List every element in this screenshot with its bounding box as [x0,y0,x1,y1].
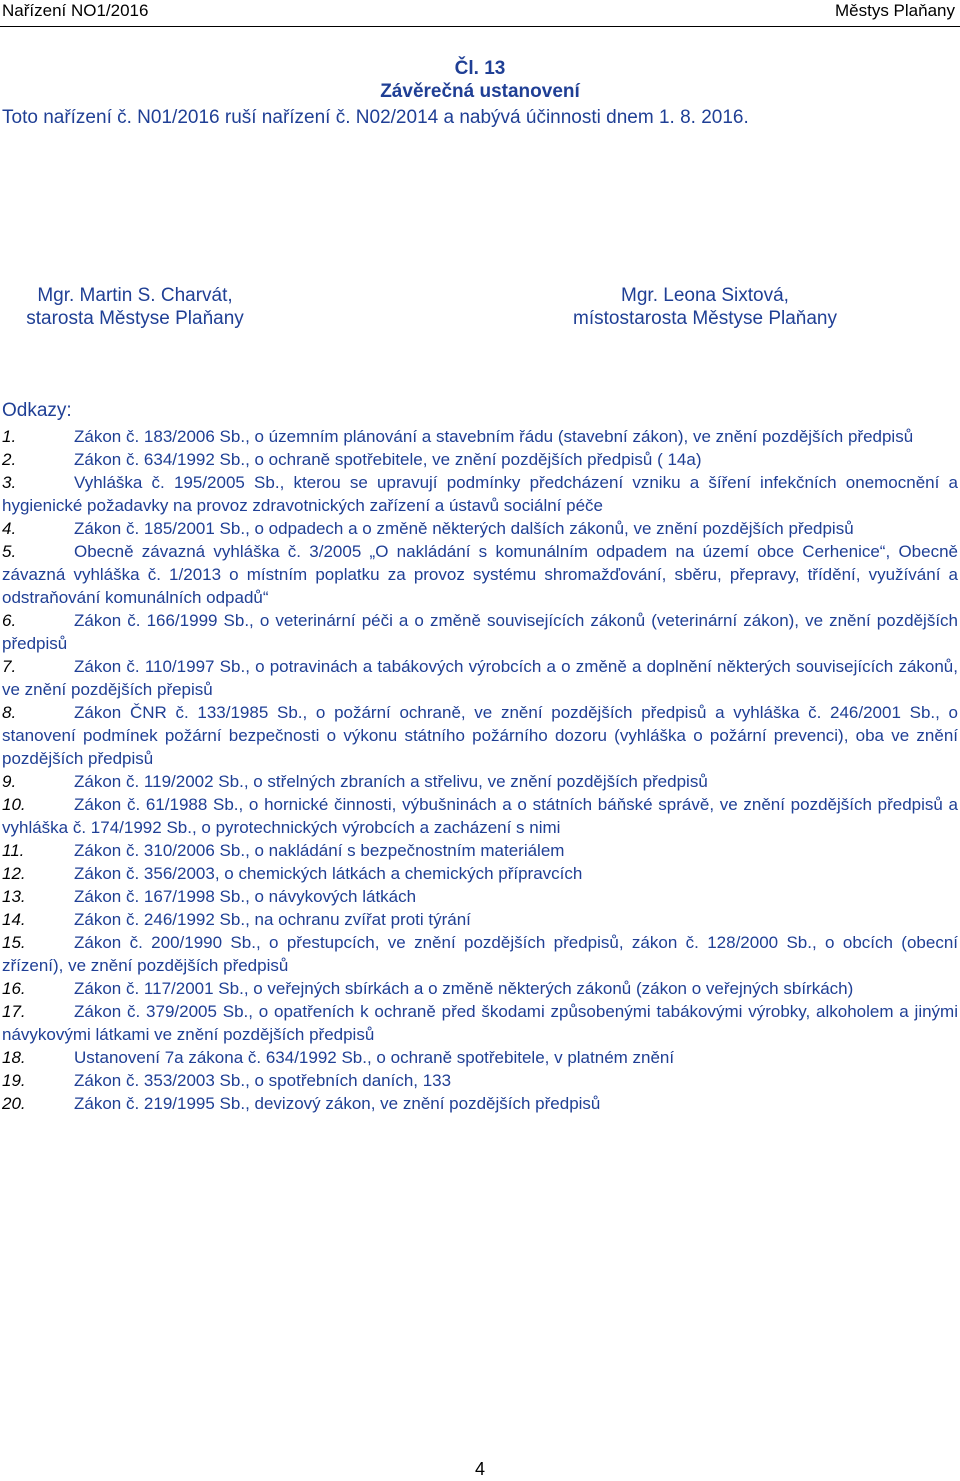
reference-number: 10. [2,795,26,814]
signature-deputy-mayor [530,284,880,330]
reference-title: Zákon č. 166/1999 Sb. [74,611,250,630]
reference-number: 11. [2,841,25,860]
header-municipality: Městys Plaňany [835,1,955,20]
reference-number: 18. [2,1048,26,1067]
reference-number: 4. [2,519,17,538]
reference-title: Vyhláška č. 195/2005 Sb. [74,473,280,492]
reference-text: , devizový zákon, ve znění pozdějších předpisů [245,1094,601,1113]
reference-number: 9. [2,772,17,791]
reference-item [2,448,958,471]
reference-item [2,1069,958,1092]
article-statement: Toto nařízení č. N01/2016 ruší nařízení č. N02/2014 a nabývá účinnosti dnem 1. 8. 2016. [2,107,749,128]
reference-number: 7. [2,657,17,676]
reference-number: 8. [2,703,17,722]
reference-text: , o návykových látkách [245,887,417,906]
reference-text: , o ochraně spotřebitele, v platném znění [366,1048,675,1067]
signature-name: Mgr. Martin S. Charvát, [37,285,233,306]
signature-role: starosta Městyse Plaňany [26,308,244,329]
reference-title: Zákon č. 183/2006 Sb. [74,427,246,446]
reference-title: Zákon č. 219/1995 Sb. [74,1094,246,1113]
reference-number: 1. [2,427,17,446]
reference-text: , na ochranu zvířat proti týrání [245,910,471,929]
reference-title: Ustanovení 7a zákona č. 634/1992 Sb. [74,1048,367,1067]
signature-name: Mgr. Leona Sixtová, [621,285,789,306]
reference-number: 15. [2,933,26,952]
reference-item [2,885,958,908]
reference-text: , o potravinách a tabákových výrobcích a o změně a doplnění některých souvisejících zákonů, ve znění pozdějších přepisů [2,657,958,699]
signature-mayor [0,284,270,330]
reference-item [2,425,958,448]
reference-item [2,793,958,839]
reference-title: Zákon č. 61/1988 Sb. [74,795,239,814]
reference-title: Zákon č. 353/2003 Sb. [74,1071,246,1090]
reference-text: , o požární ochraně, ve znění pozdějších předpisů a vyhláška č. 246/2001 Sb., o stanovení podmínek požární bezpečnosti o výkonu státního požárního dozoru (vyhláška o požární prevenci), oba ve znění pozdějších předpisů [2,703,958,768]
references-title: Odkazy: [2,400,72,421]
reference-item [2,977,958,1000]
reference-title: Zákon č. 246/1992 Sb. [74,910,246,929]
reference-item [2,770,958,793]
reference-text: 3/2005 „O nakládání s komunálním odpadem na území obce Cerhenice“, Obecně závazná vyhláška č. 1/2013 o místním poplatku za provoz systému shromažďování, sběru, přepravy, třídění, využívání a odstraňování komunálních odpadů“ [2,542,958,607]
page-header [0,0,960,27]
reference-title: Zákon č. 185/2001 Sb. [74,519,246,538]
page-number: 4 [474,1459,485,1479]
reference-item [2,862,958,885]
reference-item [2,839,958,862]
reference-number: 16. [2,979,26,998]
reference-item [2,1046,958,1069]
reference-text: , o spotřebních daních, 133 [245,1071,452,1090]
reference-number: 6. [2,611,17,630]
reference-item [2,1000,958,1046]
reference-title: Obecně závazná vyhláška č. [74,542,302,561]
reference-title: Zákon č. 634/1992 Sb. [74,450,246,469]
reference-item [2,701,958,770]
reference-item [2,540,958,609]
reference-text: , o přestupcích, ve znění pozdějších předpisů, zákon č. 128/2000 Sb., o obcích (obecní zřízení), ve znění pozdějších předpisů [2,933,958,975]
reference-item [2,609,958,655]
reference-number: 17. [2,1002,26,1021]
reference-item [2,1092,958,1115]
reference-title: Zákon č. 117/2001 Sb. [74,979,244,998]
reference-text: , o opatřeních k ochraně před škodami způsobenými tabákovými výrobky, alkoholem a jinými návykovými látkami ve znění pozdějších předpisů [2,1002,958,1044]
reference-item [2,471,958,517]
article-title: Závěrečná ustanovení [380,81,580,102]
reference-text: , kterou se upravují podmínky předcházení vzniku a šíření infekčních onemocnění a hygienické požadavky na provoz zdravotnických zařízení a ústavů sociální péče [2,473,958,515]
reference-title: Zákon č. 110/1997 Sb. [74,657,246,676]
reference-title: Zákon ČNR č. 133/1985 Sb. [74,703,303,722]
reference-title: Zákon č. 167/1998 Sb. [74,887,246,906]
reference-text: , o hornické činnosti, výbušninách a o státních báňské správě, ve znění pozdějších předpisů a vyhláška č. 174/1992 Sb., o pyrotechnických výrobcích a zacházení s nimi [2,795,958,837]
reference-title: Zákon č. 200/1990 Sb. [74,933,256,952]
reference-item [2,908,958,931]
reference-text: , o veřejných sbírkách a o změně některých zákonů (zákon o veřejných sbírkách) [243,979,854,998]
reference-number: 14. [2,910,26,929]
reference-number: 12. [2,864,26,883]
header-document-id: Nařízení NO1/2016 [2,1,149,20]
reference-number: 5. [2,542,17,561]
reference-item [2,517,958,540]
reference-title: Zákon č. 310/2006 Sb. [74,841,246,860]
reference-number: 19. [2,1071,26,1090]
reference-text: , o ochraně spotřebitele, ve znění pozdějších předpisů ( 14a) [245,450,702,469]
reference-text: , o střelných zbraních a střelivu, ve znění pozdějších předpisů [243,772,708,791]
signature-role: místostarosta Městyse Plaňany [573,308,837,329]
reference-item [2,655,958,701]
reference-title: Zákon č. 356/2003 [74,864,215,883]
reference-text: , o územním plánování a stavebním řádu (stavební zákon), ve znění pozdějších předpisů [245,427,914,446]
reference-item [2,931,958,977]
article-number: Čl. 13 [454,58,506,79]
references-list [2,425,958,1115]
reference-number: 13. [2,887,26,906]
reference-text: , o chemických látkách a chemických přípravcích [214,864,583,883]
reference-title: Zákon č. 379/2005 Sb. [74,1002,249,1021]
article-heading [0,57,960,103]
reference-text: , o nakládání s bezpečnostním materiálem [245,841,565,860]
reference-title: Zákon č. 119/2002 Sb. [74,772,244,791]
reference-text: , o veterinární péči a o změně souvisejících zákonů (veterinární zákon), ve znění pozdějších předpisů [2,611,958,653]
reference-text: , o odpadech a o změně některých dalších zákonů, ve znění pozdějších předpisů [245,519,854,538]
reference-number: 3. [2,473,17,492]
reference-number: 20. [2,1094,26,1113]
reference-number: 2. [2,450,17,469]
